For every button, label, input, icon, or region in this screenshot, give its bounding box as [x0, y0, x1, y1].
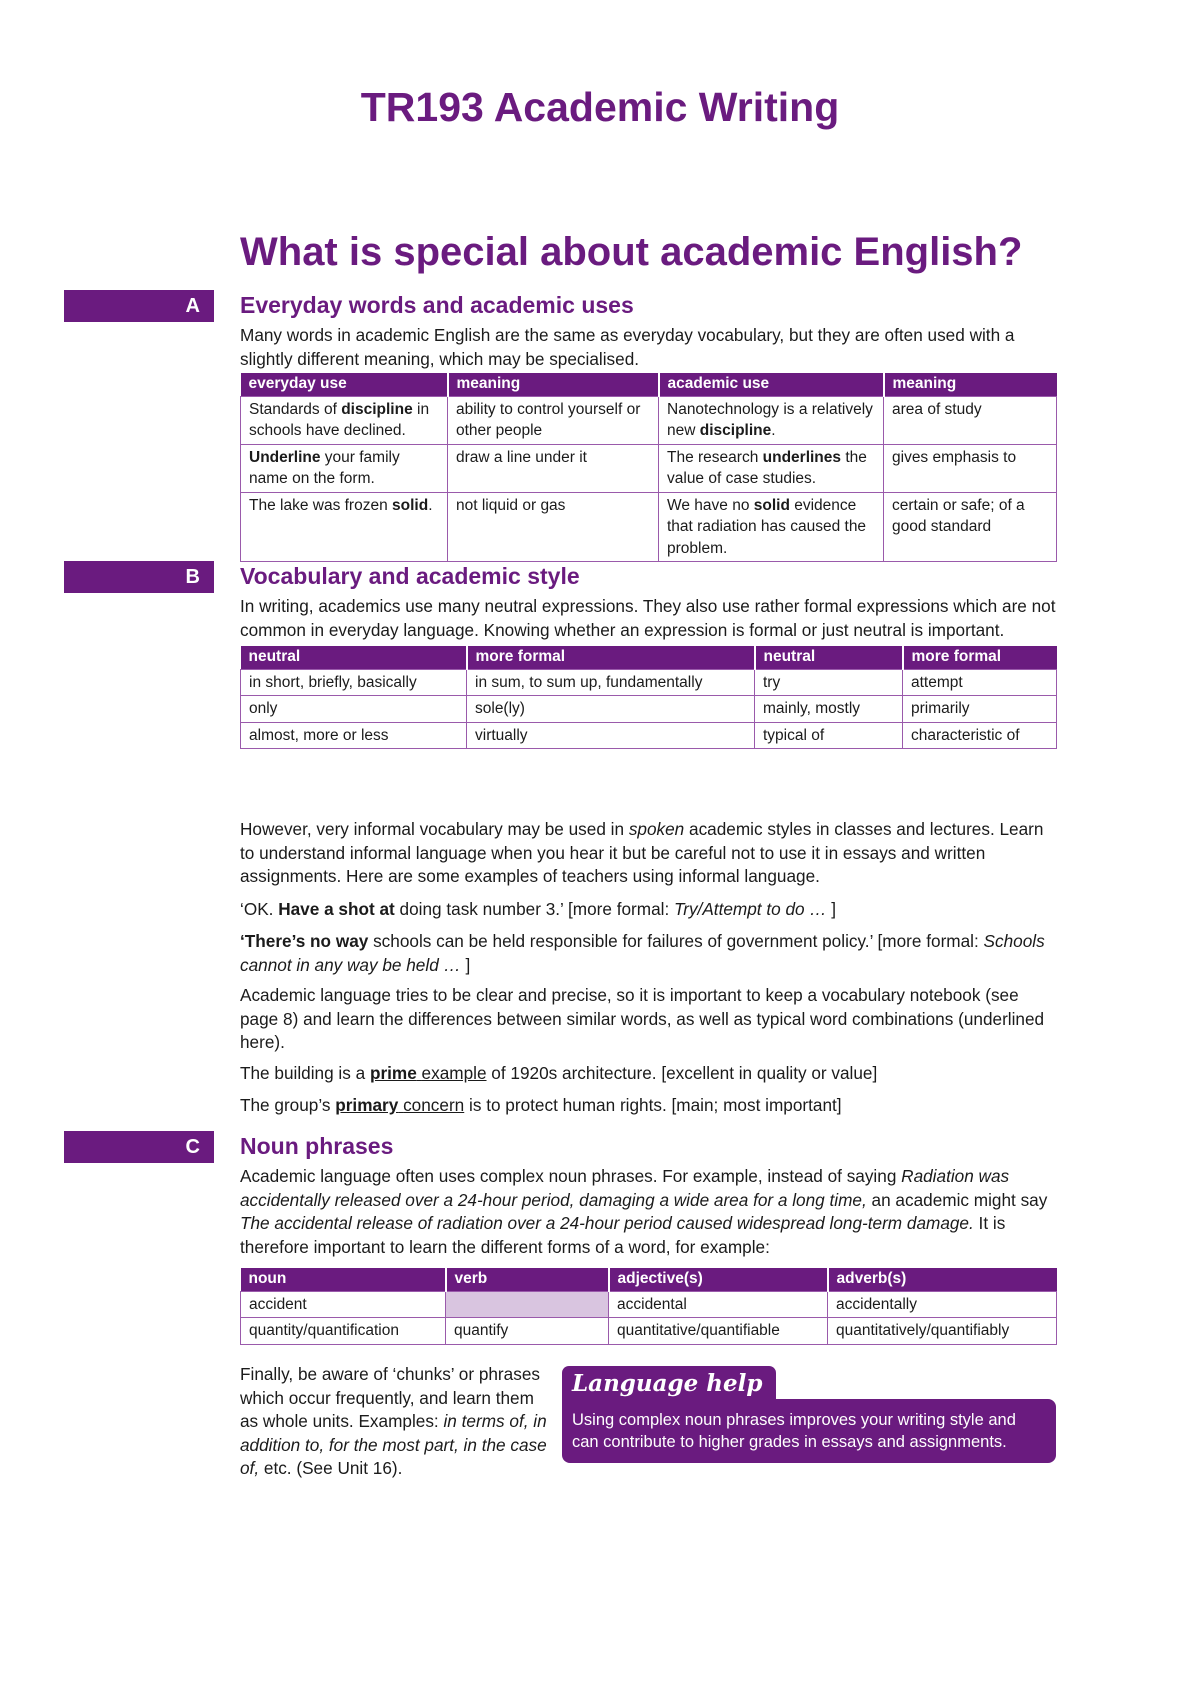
table-cell: area of study: [884, 396, 1057, 444]
table-cell: try: [755, 669, 903, 696]
table-cell: accident: [241, 1291, 446, 1318]
language-help-box: [562, 1366, 1056, 1463]
table-cell: quantitatively/quantifiably: [828, 1318, 1057, 1345]
section-b-tab: B: [64, 561, 214, 593]
table-header-row: [241, 373, 1057, 396]
table-cell: The lake was frozen solid.: [241, 492, 448, 562]
table-neutral-formal: [240, 646, 1057, 749]
table-cell: virtually: [467, 722, 755, 749]
unit-title: What is special about academic English?: [240, 230, 1023, 274]
table-cell: quantify: [446, 1318, 609, 1345]
table-cell: quantity/quantification: [241, 1318, 446, 1345]
table-cell: typical of: [755, 722, 903, 749]
language-help-title: Language help: [562, 1366, 776, 1399]
table-cell: draw a line under it: [448, 444, 659, 492]
document-title: TR193 Academic Writing: [360, 84, 840, 130]
informal-example-2: ‘There’s no way schools can be held responsible for failures of government policy.’ [more formal: Schools cannot in any way be held … ]: [240, 931, 1045, 975]
table-cell: certain or safe; of a good standard: [884, 492, 1057, 562]
section-c-heading: Noun phrases: [240, 1133, 394, 1159]
table-everyday-academic: [240, 373, 1057, 562]
table-row: [241, 396, 1057, 444]
table-cell: sole(ly): [467, 696, 755, 723]
table-cell: accidentally: [828, 1291, 1057, 1318]
table-cell: mainly, mostly: [755, 696, 903, 723]
table-cell: Underline your family name on the form.: [241, 444, 448, 492]
table-cell-empty: [446, 1291, 609, 1318]
table-cell: almost, more or less: [241, 722, 467, 749]
primary-concern-sentence: The group’s primary concern is to protect human rights. [main; most important]: [240, 1095, 842, 1115]
table-row: [241, 669, 1057, 696]
table-cell: accidental: [609, 1291, 828, 1318]
table-row: [241, 696, 1057, 723]
col-header: adverb(s): [828, 1268, 1057, 1291]
prime-example-sentence: The building is a prime example of 1920s architecture. [excellent in quality or value]: [240, 1063, 878, 1083]
col-header: more formal: [467, 646, 755, 669]
table-cell: Nanotechnology is a relatively new discipline.: [659, 396, 884, 444]
table-cell: We have no solid evidence that radiation has caused the problem.: [659, 492, 884, 562]
section-b-intro: In writing, academics use many neutral expressions. They also use rather formal expressions which are not common in everyday language. Knowing whether an expression is formal or just neutral is important.: [240, 596, 1056, 640]
table-row: [241, 444, 1057, 492]
col-header: verb: [446, 1268, 609, 1291]
table-header-row: [241, 1268, 1057, 1291]
table-row: [241, 722, 1057, 749]
section-a-intro: Many words in academic English are the same as everyday vocabulary, but they are often used with a slightly different meaning, which may be specialised.: [240, 325, 1015, 369]
table-row: [241, 1291, 1057, 1318]
table-cell: attempt: [903, 669, 1057, 696]
section-a-tab: A: [64, 290, 214, 322]
col-header: meaning: [448, 373, 659, 396]
table-row: [241, 1318, 1057, 1345]
table-cell: only: [241, 696, 467, 723]
section-a-heading: Everyday words and academic uses: [240, 292, 634, 318]
table-cell: ability to control yourself or other people: [448, 396, 659, 444]
col-header: meaning: [884, 373, 1057, 396]
informal-example-1: ‘OK. Have a shot at doing task number 3.’ [more formal: Try/Attempt to do … ]: [240, 899, 837, 919]
table-cell: gives emphasis to: [884, 444, 1057, 492]
section-c-tab: C: [64, 1131, 214, 1163]
precise-language-paragraph: Academic language tries to be clear and precise, so it is important to keep a vocabulary notebook (see page 8) and learn the differences between similar words, as well as typical word combinations (underlined here).: [240, 985, 1045, 1052]
table-word-forms: [240, 1268, 1057, 1345]
col-header: neutral: [241, 646, 467, 669]
table-cell: The research underlines the value of case studies.: [659, 444, 884, 492]
col-header: more formal: [903, 646, 1057, 669]
col-header: everyday use: [241, 373, 448, 396]
col-header: adjective(s): [609, 1268, 828, 1291]
table-cell: quantitative/quantifiable: [609, 1318, 828, 1345]
table-cell: in sum, to sum up, fundamentally: [467, 669, 755, 696]
table-cell: characteristic of: [903, 722, 1057, 749]
col-header: noun: [241, 1268, 446, 1291]
language-help-text: Using complex noun phrases improves your writing style and can contribute to higher grades in essays and assignments.: [562, 1399, 1056, 1463]
col-header: neutral: [755, 646, 903, 669]
section-b-heading: Vocabulary and academic style: [240, 563, 580, 589]
table-cell: in short, briefly, basically: [241, 669, 467, 696]
informal-vocabulary-paragraph: However, very informal vocabulary may be used in spoken academic styles in classes and lectures. Learn to understand informal language when you hear it but be careful not to use it in essays and written assignments. Here are some examples of teachers using informal language.: [240, 819, 1044, 886]
col-header: academic use: [659, 373, 884, 396]
table-cell: Standards of discipline in schools have declined.: [241, 396, 448, 444]
table-row: [241, 492, 1057, 562]
chunks-paragraph: Finally, be aware of ‘chunks’ or phrases which occur frequently, and learn them as whole units. Examples: in terms of, in addition to, for the most part, in the case of, etc. (See Unit 16).: [240, 1364, 547, 1478]
section-c-intro: Academic language often uses complex noun phrases. For example, instead of saying Radiation was accidentally released over a 24-hour period, damaging a wide area for a long time, an academic might say The accidental release of radiation over a 24-hour period caused widespread long-term damage. It is therefore important to learn the different forms of a word, for example:: [240, 1166, 1048, 1257]
table-cell: not liquid or gas: [448, 492, 659, 562]
table-header-row: [241, 646, 1057, 669]
table-cell: primarily: [903, 696, 1057, 723]
